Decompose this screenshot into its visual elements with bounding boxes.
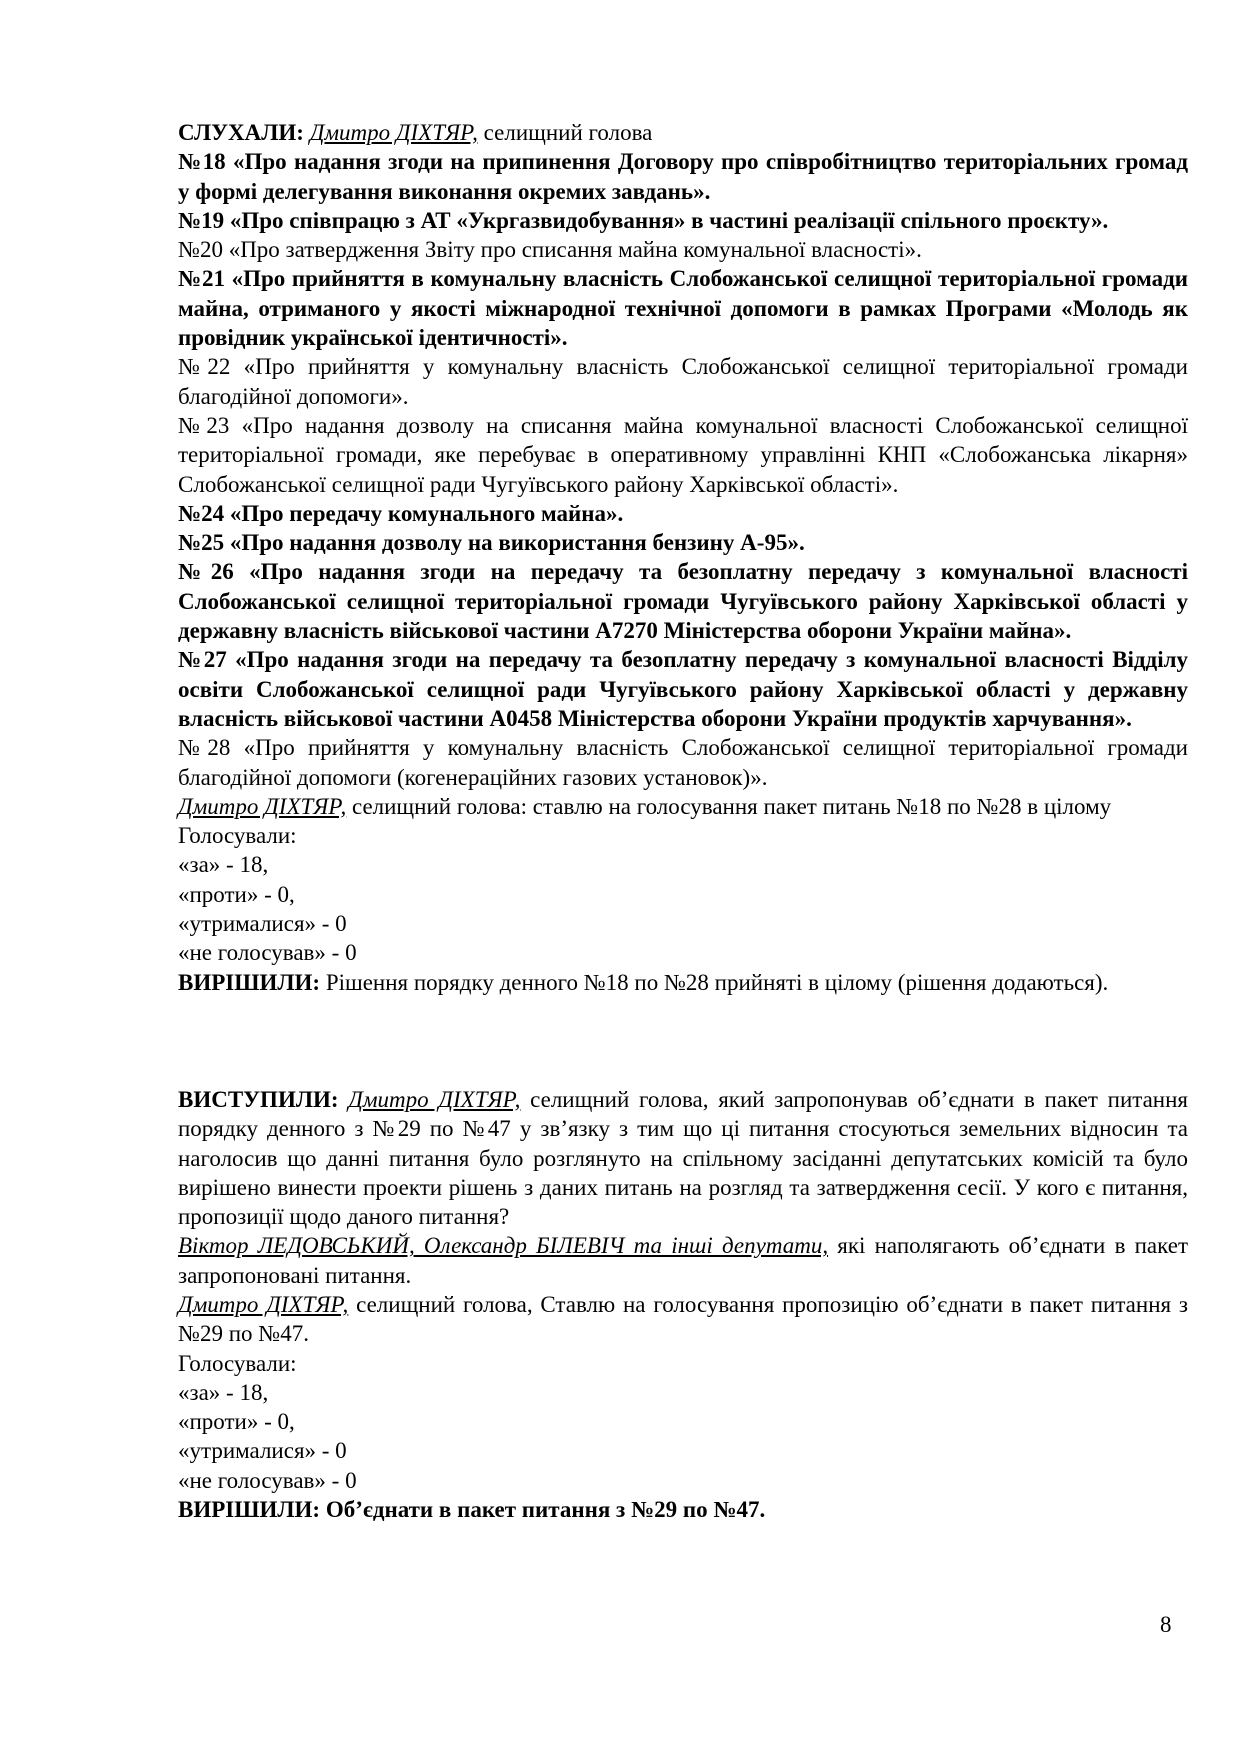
spoke-speaker: Дмитро ДІХТЯР, bbox=[348, 1086, 521, 1112]
agenda-item-21: №21 «Про прийняття в комунальну власність Слобожанської селищної територіальної громади майна, отриманого у якості міжнародної технічної допомоги в рамках Програми «Молодь як провідник української ідентичності». bbox=[178, 266, 1188, 351]
agenda-item-22: №22 «Про прийняття у комунальну власність Слобожанської селищної територіальної громади благодійної допомоги». bbox=[178, 354, 1188, 409]
agenda-item-26: №26 «Про надання згоди на передачу та безоплатну передачу з комунальної власності Слобожанської селищної територіальної громади Чугуївського району Харківської області у державну власність військової частини А7270 Міністерства оборони України майна». bbox=[178, 559, 1188, 644]
document-page bbox=[178, 118, 1188, 1524]
spoke-text: селищний голова, який запропонував об’єднати в пакет питання порядку денного з №29 по №47 у зв’язку з тим що ці питання стосуються земельних відносин та наголосив що данні питання було розглянуто на спільному засіданні депутатських комісій та було вирішено винести проекти рішень з даних питань на розгляд та затвердження сесії. У кого є питання, пропозиції щодо даного питання? bbox=[178, 1086, 1189, 1230]
heard-label: СЛУХАЛИ: bbox=[178, 120, 304, 145]
vote-not-voted: «не голосував» - 0 bbox=[178, 940, 357, 966]
vote-against-2: «проти» - 0, bbox=[178, 1409, 295, 1435]
spoke-label: ВИСТУПИЛИ: bbox=[178, 1086, 339, 1112]
vote-against: «проти» - 0, bbox=[178, 881, 295, 907]
agenda-item-23: №23 «Про надання дозволу на списання майна комунальної власності Слобожанської селищної територіальної громади, яке перебуває в оперативному управлінні КНП «Слобожанська лікарня» Слобожанської селищної ради Чугуївського району Харківської області». bbox=[178, 412, 1188, 497]
vote-for-2: «за» - 18, bbox=[178, 1379, 269, 1405]
agenda-item-28: №28 «Про прийняття у комунальну власність Слобожанської селищної територіальної громади благодійної допомоги (когенераційних газових установок)». bbox=[178, 735, 1188, 790]
vote-call-text: селищний голова: ставлю на голосування пакет питань №18 по №28 в цілому bbox=[346, 793, 1112, 819]
vote-call-paragraph bbox=[178, 792, 1188, 821]
heard-speaker-role: селищний голова bbox=[477, 120, 653, 145]
spoke-paragraph bbox=[178, 1085, 1188, 1231]
vote-call-speaker: Дмитро ДІХТЯР, bbox=[178, 793, 347, 819]
reply-paragraph bbox=[178, 1231, 1188, 1290]
vote-abstained-2: «утрималися» - 0 bbox=[178, 1438, 347, 1464]
decision-label: ВИРІШИЛИ: bbox=[178, 969, 321, 995]
heard-speaker: Дмитро ДІХТЯР, bbox=[309, 120, 478, 145]
decision-label-2: ВИРІШИЛИ: bbox=[178, 1497, 321, 1523]
vote-not-voted-2: «не голосував» - 0 bbox=[178, 1467, 357, 1493]
voted-label: Голосували: bbox=[178, 823, 297, 849]
decision-paragraph-2 bbox=[178, 1495, 1188, 1524]
voted-label-2: Голосували: bbox=[178, 1350, 297, 1376]
agenda-item-27: №27 «Про надання згоди на передачу та безоплатну передачу з комунальної власності Відділу освіти Слобожанської селищної ради Чугуївського району Харківської області у державну власність військової частини А0458 Міністерства оборони України продуктів харчування». bbox=[178, 647, 1188, 731]
agenda-item-18: №18 «Про надання згоди на припинення Договору про співробітництво територіальних громад у формі делегування виконання окремих завдань». bbox=[178, 149, 1188, 204]
reply-speakers: Віктор ЛЕДОВСЬКИЙ, Олександр БІЛЕВІЧ та інші депутати, bbox=[178, 1233, 829, 1259]
call-paragraph bbox=[178, 1290, 1188, 1349]
decision-text-2: Об’єднати в пакет питання з №29 по №47. bbox=[320, 1497, 766, 1523]
agenda-item-20: №20 «Про затвердження Звіту про списання майна комунальної власності». bbox=[178, 237, 922, 263]
agenda-item-19: №19 «Про співпрацю з АТ «Укргазвидобування» в частині реалізації спільного проєкту». bbox=[178, 207, 1109, 233]
vote-abstained: «утрималися» - 0 bbox=[178, 911, 347, 937]
decision-paragraph bbox=[178, 968, 1188, 997]
section-spacer bbox=[178, 997, 1188, 1085]
call-speaker: Дмитро ДІХТЯР, bbox=[178, 1291, 349, 1317]
agenda-item-24: №24 «Про передачу комунального майна». bbox=[178, 500, 624, 526]
page-number: 8 bbox=[1160, 1612, 1172, 1637]
call-text: селищний голова, Ставлю на голосування пропозицію об’єднати в пакет питання з №29 по №47. bbox=[178, 1291, 1188, 1347]
heard-header bbox=[178, 118, 1188, 147]
reply-text: які наполягають об’єднати в пакет запропоновані питання. bbox=[178, 1233, 1189, 1288]
agenda-item-25: №25 «Про надання дозволу на використання бензину А-95». bbox=[178, 530, 805, 556]
vote-for: «за» - 18, bbox=[178, 852, 269, 878]
decision-text: Рішення порядку денного №18 по №28 прийняті в цілому (рішення додаються). bbox=[320, 969, 1109, 995]
